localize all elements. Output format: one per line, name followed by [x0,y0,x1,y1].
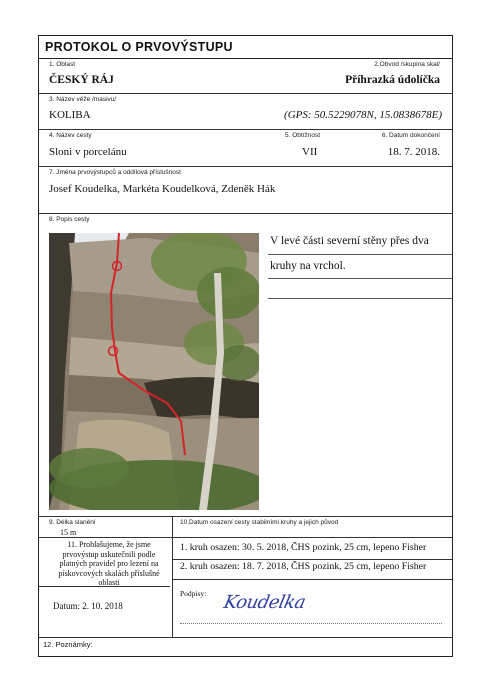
tower-label: 3. Název věže /masivu/ [49,96,117,103]
climbers-value: Josef Koudelka, Markéta Koudelková, Zdeněk Hák [49,183,276,195]
description-underline [268,298,452,299]
declaration-line: pískovcových skalách příslušné [58,568,160,578]
divider [172,579,452,580]
declaration-line: 11. Prohlašujeme, že jsme [67,540,151,549]
divider [172,559,452,560]
completion-date-value: 18. 7. 2018. [387,146,440,158]
bolt-item-1: 1. kruh osazen: 30. 5. 2018, ČHS pozink, 25 cm, lepeno Fisher [180,542,427,553]
column-divider [172,516,173,637]
divider [39,537,452,538]
signature-date: Datum: 2. 10. 2018 [53,601,123,611]
bolts-label: 10.Datum osazení cesty stabilními kruhy a jejich původ [180,519,339,526]
area-label: 1. Oblast [49,61,76,68]
bolt-item-2: 2. kruh osazen: 18. 7. 2018, ČHS pozink, 25 cm, lepeno Fisher [180,561,427,572]
signature-line [180,623,442,624]
divider [39,93,452,94]
description-underline [268,254,452,255]
grade-label: 5. Obtížnost [285,132,321,139]
signature-label: Podpisy: [180,589,207,598]
declaration-line: oblasti [98,578,120,587]
route-name-label: 4. Název cesty [49,132,92,139]
description-underline [268,278,452,279]
handwritten-signature: Koudelka [221,592,308,613]
district-value: Příhrazká údolíčka [345,74,440,86]
divider [39,58,452,59]
gps-value: (GPS: 50.5229078N, 15.0838678E) [284,109,442,121]
tower-value: KOLIBA [49,109,91,121]
divider [39,637,452,638]
divider [39,213,452,214]
declaration-line: prvovýstup uskutečnili podle [62,549,156,559]
completion-date-label: 6. Datum dokončení [381,132,440,139]
description-line-2: kruhy na vrchol. [270,260,346,272]
climbers-label: 7. Jména prvovýstupců a oddílová příslušnost [49,169,181,176]
divider [39,586,170,587]
declaration-line: platných pravidel pro lezení na [59,559,159,568]
rappel-label: 9. Délka slanění [49,519,96,526]
route-name-value: Sloni v porcelánu [49,146,127,158]
district-label: 2.Obvod /skupina skal/ [374,61,440,68]
divider [39,516,452,517]
area-value: ČESKÝ RÁJ [49,74,114,86]
divider [39,129,452,130]
grade-value: VII [302,146,318,158]
protocol-form [38,35,453,657]
form-title: PROTOKOL O PRVOVÝSTUPU [45,40,233,54]
divider [39,166,452,167]
route-photo [49,233,259,510]
description-line-1: V levé části severní stěny přes dva [270,235,429,247]
description-label: 8. Popis cesty [49,216,90,223]
rappel-value: 15 m [60,528,77,537]
declaration [49,540,169,588]
notes-label: 12. Poznámky: [43,640,93,649]
